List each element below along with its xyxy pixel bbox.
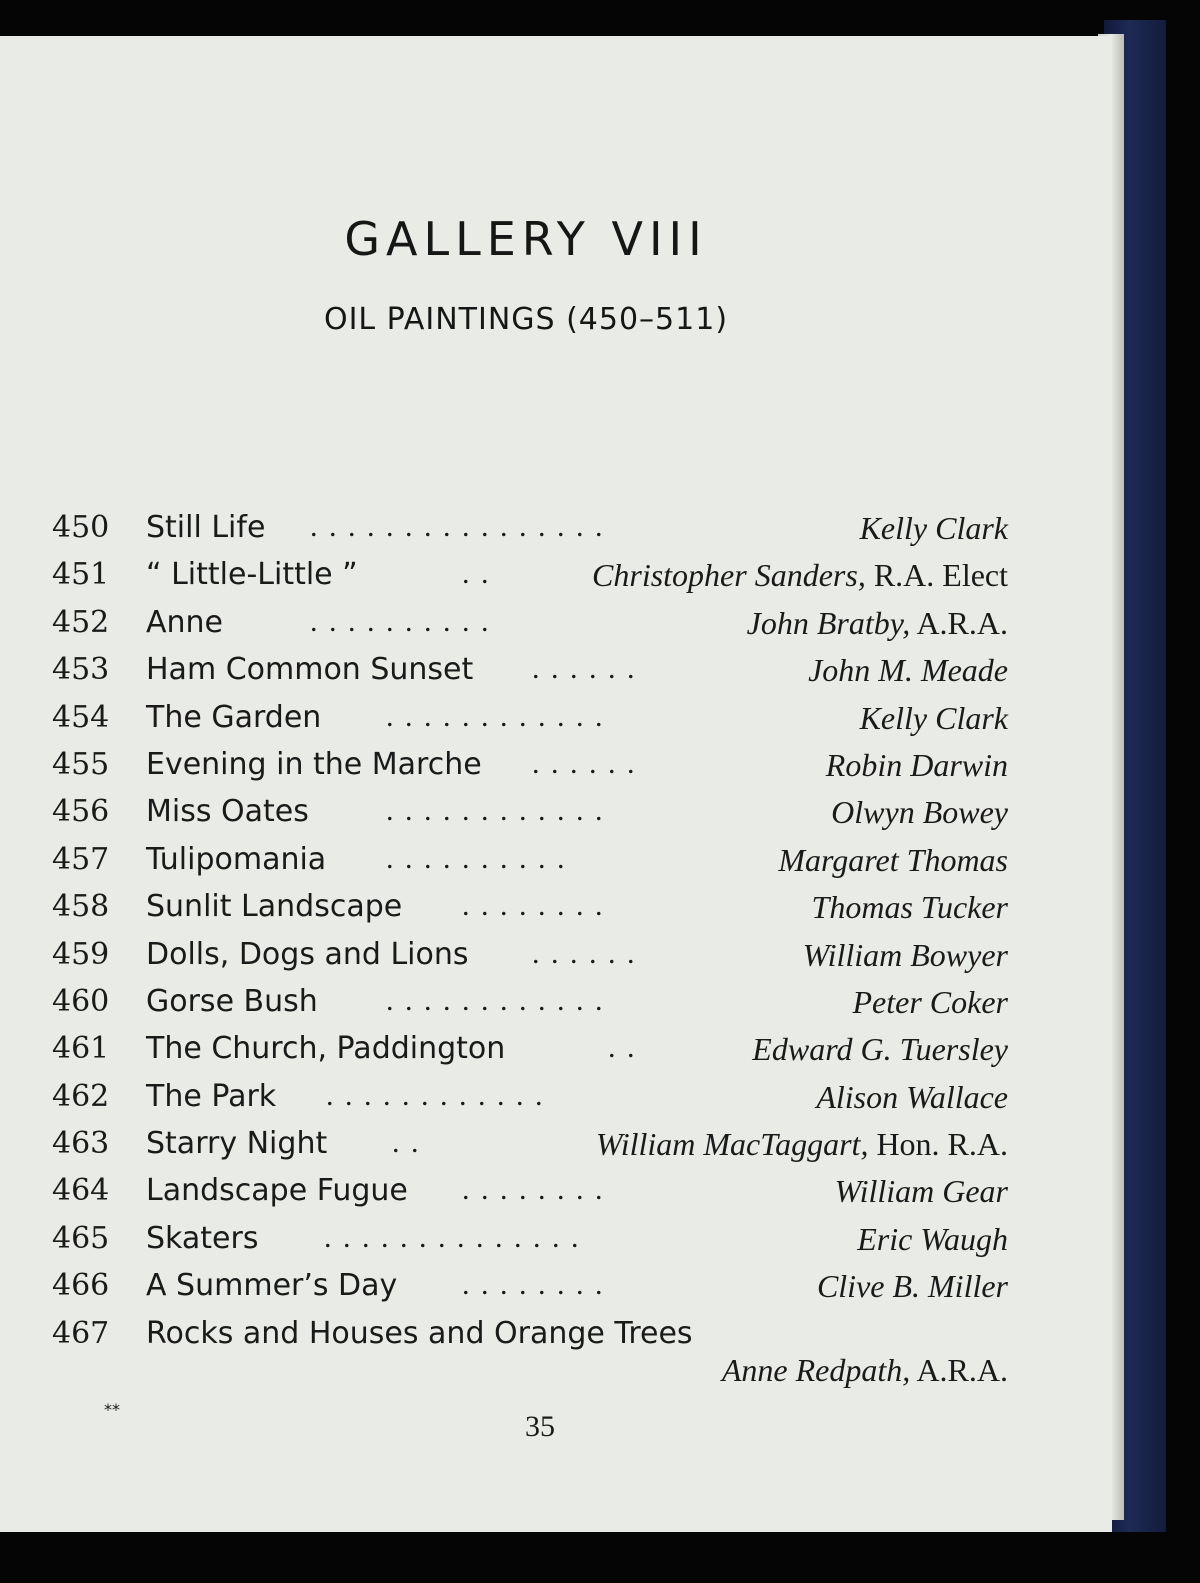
catalogue-entry — [52, 1268, 1020, 1315]
entry-artist — [835, 1173, 1008, 1210]
page-number: 35 — [525, 1410, 555, 1443]
leader-dots: . . . . . . . . . . . . . . — [324, 1220, 581, 1254]
leader-dots: . . — [608, 1031, 637, 1065]
leader-dots: . . . . . . . . . . . . — [386, 983, 605, 1017]
entry-artist — [596, 1126, 1008, 1163]
entry-title: Sunlit Landscape — [146, 889, 403, 925]
artist-honours: A.R.A. — [910, 604, 1008, 641]
artist-name: Eric Waugh — [857, 1220, 1008, 1257]
artist-name: John Bratby, — [746, 604, 911, 641]
entry-title: Anne — [146, 604, 224, 640]
leader-dots: . . . . . . . . — [462, 1173, 605, 1207]
artist-name: William Bowyer — [802, 936, 1008, 973]
entry-title: “ Little-Little ” — [146, 557, 358, 593]
catalogue-entry — [52, 984, 1020, 1031]
entry-title: Gorse Bush — [146, 983, 318, 1019]
entry-number: 454 — [52, 699, 110, 735]
catalogue-entry — [52, 794, 1020, 841]
entry-number: 462 — [52, 1078, 110, 1114]
leader-dots: . . . . . . . . . . — [310, 604, 491, 638]
catalogue-entry — [52, 605, 1020, 652]
artist-name: Olwyn Bowey — [831, 794, 1008, 831]
artist-name: Thomas Tucker — [811, 889, 1008, 926]
artist-name: Margaret Thomas — [778, 841, 1008, 878]
artist-name: Kelly Clark — [859, 699, 1008, 736]
artist-honours: R.A. Elect — [865, 557, 1008, 594]
artist-name: William Gear — [834, 1173, 1008, 1210]
entry-number: 465 — [52, 1220, 110, 1256]
entry-number: 455 — [52, 746, 110, 782]
entry-title: Landscape Fugue — [146, 1173, 408, 1209]
entry-number: 458 — [52, 889, 110, 925]
artist-name: Edward G. Tuersley — [752, 1031, 1008, 1068]
leader-dots: . . . . . . — [532, 936, 637, 970]
leader-dots: . . — [392, 1126, 421, 1160]
leader-dots: . . . . . . . . . . . . — [386, 794, 605, 828]
catalogue-entry — [52, 1079, 1020, 1126]
entry-title: Rocks and Houses and Orange Trees — [146, 1315, 693, 1351]
entry-title: Still Life — [146, 510, 266, 545]
entry-title: Miss Oates — [146, 794, 309, 830]
entry-title: The Church, Paddington — [146, 1031, 506, 1067]
entry-artist — [778, 842, 1008, 879]
artist-name: John M. Meade — [808, 652, 1008, 689]
entry-artist — [752, 1031, 1008, 1068]
leader-dots: . . . . . . — [532, 652, 637, 686]
page-subtitle: OIL PAINTINGS (450–511) — [323, 302, 729, 337]
entry-number: 459 — [52, 936, 110, 972]
entry-artist — [803, 937, 1008, 974]
artist-honours: Hon. R.A. — [868, 1126, 1008, 1163]
entry-number: 451 — [52, 557, 110, 593]
entry-number: 463 — [52, 1126, 110, 1162]
leader-dots: . . . . . . . . . . . . — [326, 1078, 545, 1112]
catalogue-entry — [52, 557, 1020, 604]
entry-artist — [747, 605, 1008, 642]
artist-name: Christopher Sanders, — [592, 557, 866, 594]
entry-number: 456 — [52, 794, 110, 830]
entry-title: Starry Night — [146, 1126, 328, 1162]
leader-dots: . . . . . . . . — [462, 1268, 605, 1302]
artist-name: Alison Wallace — [816, 1078, 1008, 1115]
artist-name: William MacTaggart, — [595, 1126, 869, 1163]
entry-title: Ham Common Sunset — [146, 652, 474, 688]
entry-artist — [592, 557, 1008, 594]
entry-artist — [817, 1268, 1008, 1305]
entry-artist — [826, 747, 1008, 784]
entry-title: Tulipomania — [146, 841, 327, 877]
catalogue-entry — [52, 1031, 1020, 1078]
catalogue-entry — [52, 842, 1020, 889]
catalogue-entry — [52, 1126, 1020, 1173]
catalogue-entry — [52, 1221, 1020, 1268]
entry-artist — [831, 794, 1008, 831]
catalogue-entry — [52, 652, 1020, 699]
entry-artist — [808, 652, 1008, 689]
catalogue-page — [0, 36, 1112, 1532]
leader-dots: . . . . . . . . . . . . . . . . — [310, 510, 605, 543]
entry-number: 457 — [52, 841, 110, 877]
catalogue-entry — [52, 510, 1020, 557]
entry-number: 467 — [52, 1315, 110, 1351]
leader-dots: . . . . . . . . . . — [386, 841, 567, 875]
catalogue-entry — [52, 747, 1020, 794]
entry-number: 450 — [52, 510, 110, 545]
entry-number: 461 — [52, 1031, 110, 1067]
entry-artist — [816, 1079, 1008, 1116]
leader-dots: . . . . . . . . — [462, 889, 605, 923]
entry-title: Evening in the Marche — [146, 746, 482, 782]
entry-artist — [853, 984, 1009, 1021]
page-title: GALLERY VIII — [344, 212, 708, 266]
artist-name: Peter Coker — [852, 983, 1008, 1020]
entry-artist — [860, 510, 1008, 547]
entry-number: 460 — [52, 983, 110, 1019]
entry-title: The Garden — [146, 699, 322, 735]
artist-name: Robin Darwin — [825, 746, 1008, 783]
catalogue-entry — [52, 937, 1020, 984]
artist-name: Anne Redpath, — [721, 1351, 911, 1388]
entry-artist — [812, 889, 1008, 926]
entry-number: 466 — [52, 1268, 110, 1304]
artist-name: Clive B. Miller — [816, 1268, 1008, 1305]
artist-honours: A.R.A. — [910, 1351, 1008, 1388]
entry-title: The Park — [146, 1078, 277, 1114]
catalogue-entry — [52, 889, 1020, 936]
entry-artist — [857, 1221, 1008, 1258]
entry-artist — [860, 700, 1008, 737]
entry-title: Skaters — [146, 1220, 259, 1256]
entry-number: 453 — [52, 652, 110, 688]
signature-mark: ** — [104, 1400, 120, 1419]
entry-number: 452 — [52, 604, 110, 640]
leader-dots: . . . . . . . . . . . . — [386, 699, 605, 733]
entry-artist — [722, 1352, 1008, 1389]
artist-name: Kelly Clark — [859, 510, 1008, 546]
entry-title: Dolls, Dogs and Lions — [146, 936, 469, 972]
catalogue-entry — [52, 1173, 1020, 1220]
catalogue-entry — [52, 700, 1020, 747]
leader-dots: . . . . . . — [532, 746, 637, 780]
leader-dots: . . — [462, 557, 491, 591]
entry-number: 464 — [52, 1173, 110, 1209]
catalogue-list — [52, 510, 1020, 1406]
entry-title: A Summer’s Day — [146, 1268, 398, 1304]
catalogue-entry — [52, 1316, 1020, 1406]
